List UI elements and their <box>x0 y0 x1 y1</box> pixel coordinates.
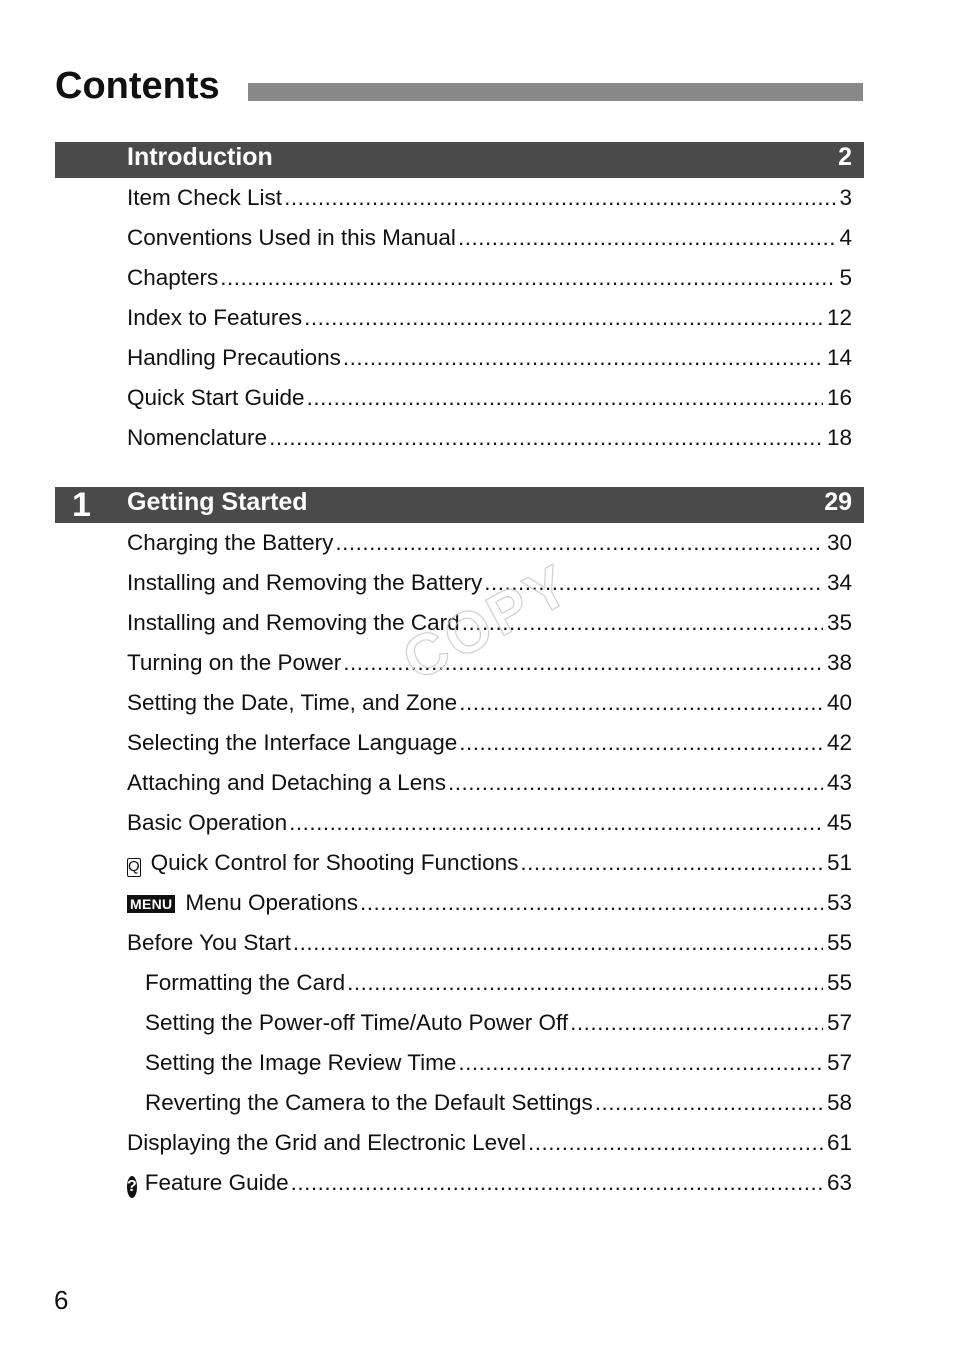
toc-entry[interactable] <box>127 769 852 809</box>
toc-entry[interactable] <box>127 184 852 224</box>
toc-entry-label: Quick Start Guide <box>127 385 305 410</box>
copy-watermark: COPY <box>392 551 583 694</box>
toc-entry-label: Nomenclature <box>127 425 268 450</box>
dot-leader <box>360 889 823 917</box>
dot-leader <box>269 424 823 452</box>
toc-entry-label: Handling Precautions <box>127 345 341 370</box>
toc-subentry[interactable] <box>127 1009 852 1049</box>
toc-entry-page: 55 <box>826 970 852 995</box>
dot-leader <box>335 529 823 557</box>
dot-leader <box>343 344 823 372</box>
toc-entry-label: Reverting the Camera to the Default Settings <box>145 1090 593 1115</box>
dot-leader <box>595 1089 823 1117</box>
toc-entry[interactable] <box>127 809 852 849</box>
dot-leader <box>347 969 823 997</box>
toc-entry[interactable] <box>127 569 852 609</box>
toc-entry-label: Setting the Image Review Time <box>145 1050 457 1075</box>
dot-leader <box>458 1049 823 1077</box>
toc-entry-label: Basic Operation <box>127 810 288 835</box>
dot-leader <box>343 649 823 677</box>
dot-leader <box>459 689 823 717</box>
toc-entry-page: 43 <box>826 770 852 795</box>
toc-entry-label: Selecting the Interface Language <box>127 730 458 755</box>
toc-entry-page: 61 <box>826 1130 852 1155</box>
toc-entry-label: Quick Control for Shooting Functions <box>150 850 519 875</box>
section-title: Introduction <box>127 143 273 171</box>
section-title: Getting Started <box>127 488 308 516</box>
dot-leader <box>293 929 823 957</box>
toc-entry-page: 18 <box>826 425 852 450</box>
toc-entry-page: 35 <box>826 610 852 635</box>
toc-entry[interactable] <box>127 384 852 424</box>
toc-entry[interactable] <box>127 424 852 464</box>
toc-entry-label: Setting the Date, Time, and Zone <box>127 690 458 715</box>
dot-leader <box>570 1009 823 1037</box>
dot-leader <box>520 849 823 877</box>
title-rule-bar <box>248 83 863 101</box>
toc-subentry[interactable] <box>127 969 852 1009</box>
toc-entry[interactable] <box>127 889 852 929</box>
toc-entry[interactable] <box>127 849 852 889</box>
toc-entry-label: Charging the Battery <box>127 530 334 555</box>
toc-entry-page: 42 <box>826 730 852 755</box>
toc-entry-page: 57 <box>826 1050 852 1075</box>
page-number: 6 <box>54 1285 69 1315</box>
toc-entry[interactable] <box>127 344 852 384</box>
toc-entry-page: 40 <box>826 690 852 715</box>
toc-entry[interactable] <box>127 304 852 344</box>
toc-entry-page: 51 <box>826 850 852 875</box>
toc-entry-page: 16 <box>826 385 852 410</box>
dot-leader <box>307 384 823 412</box>
toc-entry-label: Conventions Used in this Manual <box>127 225 456 250</box>
toc-entry-page: 30 <box>826 530 852 555</box>
toc-entry-page: 4 <box>839 225 852 250</box>
toc-entry-page: 58 <box>826 1090 852 1115</box>
toc-entry-label: Item Check List <box>127 185 283 210</box>
toc-entry[interactable] <box>127 609 852 649</box>
toc-entry-page: 53 <box>826 890 852 915</box>
section-page-number: 2 <box>838 143 852 171</box>
toc-entry[interactable] <box>127 689 852 729</box>
toc-entry-page: 55 <box>826 930 852 955</box>
toc-entry[interactable] <box>127 529 852 569</box>
dot-leader <box>528 1129 823 1157</box>
toc-entry-label: Menu Operations <box>185 890 359 915</box>
toc-entry[interactable] <box>127 264 852 304</box>
toc-entry-label: Installing and Removing the Card <box>127 610 460 635</box>
toc-entry-label: Feature Guide <box>144 1170 289 1195</box>
page-title: Contents <box>55 65 220 107</box>
toc-entry-page: 45 <box>826 810 852 835</box>
chapter-number: 1 <box>72 486 91 524</box>
help-question-icon: ? <box>127 1176 137 1198</box>
dot-leader <box>484 569 823 597</box>
toc-entry-page: 3 <box>839 185 852 210</box>
toc-entry-label: Chapters <box>127 265 219 290</box>
dot-leader <box>289 809 823 837</box>
dot-leader <box>304 304 823 332</box>
toc-entry-page: 5 <box>839 265 852 290</box>
toc-entry[interactable] <box>127 649 852 689</box>
toc-entry[interactable] <box>127 224 852 264</box>
toc-entry-page: 14 <box>826 345 852 370</box>
toc-entry-label: Formatting the Card <box>145 970 346 995</box>
toc-entry-page: 38 <box>826 650 852 675</box>
toc-list-getting-started <box>127 529 852 1209</box>
toc-subentry[interactable] <box>127 1049 852 1089</box>
dot-leader <box>458 224 836 252</box>
toc-entry-label: Turning on the Power <box>127 650 342 675</box>
toc-entry-label: Attaching and Detaching a Lens <box>127 770 446 795</box>
quick-control-icon: Q <box>128 858 140 875</box>
section-header-introduction[interactable] <box>55 142 864 178</box>
toc-entry[interactable] <box>127 729 852 769</box>
toc-entry-page: 12 <box>826 305 852 330</box>
toc-entry-label: Before You Start <box>127 930 291 955</box>
toc-entry[interactable] <box>127 1169 852 1209</box>
menu-button-icon: MENU <box>127 895 175 913</box>
toc-entry-page: 34 <box>826 570 852 595</box>
toc-entry-page: 57 <box>826 1010 852 1035</box>
toc-entry[interactable] <box>127 1129 852 1169</box>
toc-entry-label: Displaying the Grid and Electronic Level <box>127 1130 526 1155</box>
section-page-number: 29 <box>824 488 852 516</box>
dot-leader <box>459 729 823 757</box>
toc-entry-label: Installing and Removing the Battery <box>127 570 483 595</box>
toc-entry-label: Index to Features <box>127 305 303 330</box>
dot-leader <box>291 1169 823 1197</box>
toc-entry-label: Setting the Power-off Time/Auto Power Off <box>145 1010 569 1035</box>
toc-entry-page: 63 <box>826 1170 852 1195</box>
dot-leader <box>284 184 835 212</box>
toc-subentry[interactable] <box>127 1089 852 1129</box>
dot-leader <box>448 769 823 797</box>
toc-list-introduction <box>127 184 852 464</box>
section-header-getting-started[interactable] <box>55 487 864 523</box>
toc-entry[interactable] <box>127 929 852 969</box>
dot-leader <box>220 264 835 292</box>
dot-leader <box>462 609 823 637</box>
